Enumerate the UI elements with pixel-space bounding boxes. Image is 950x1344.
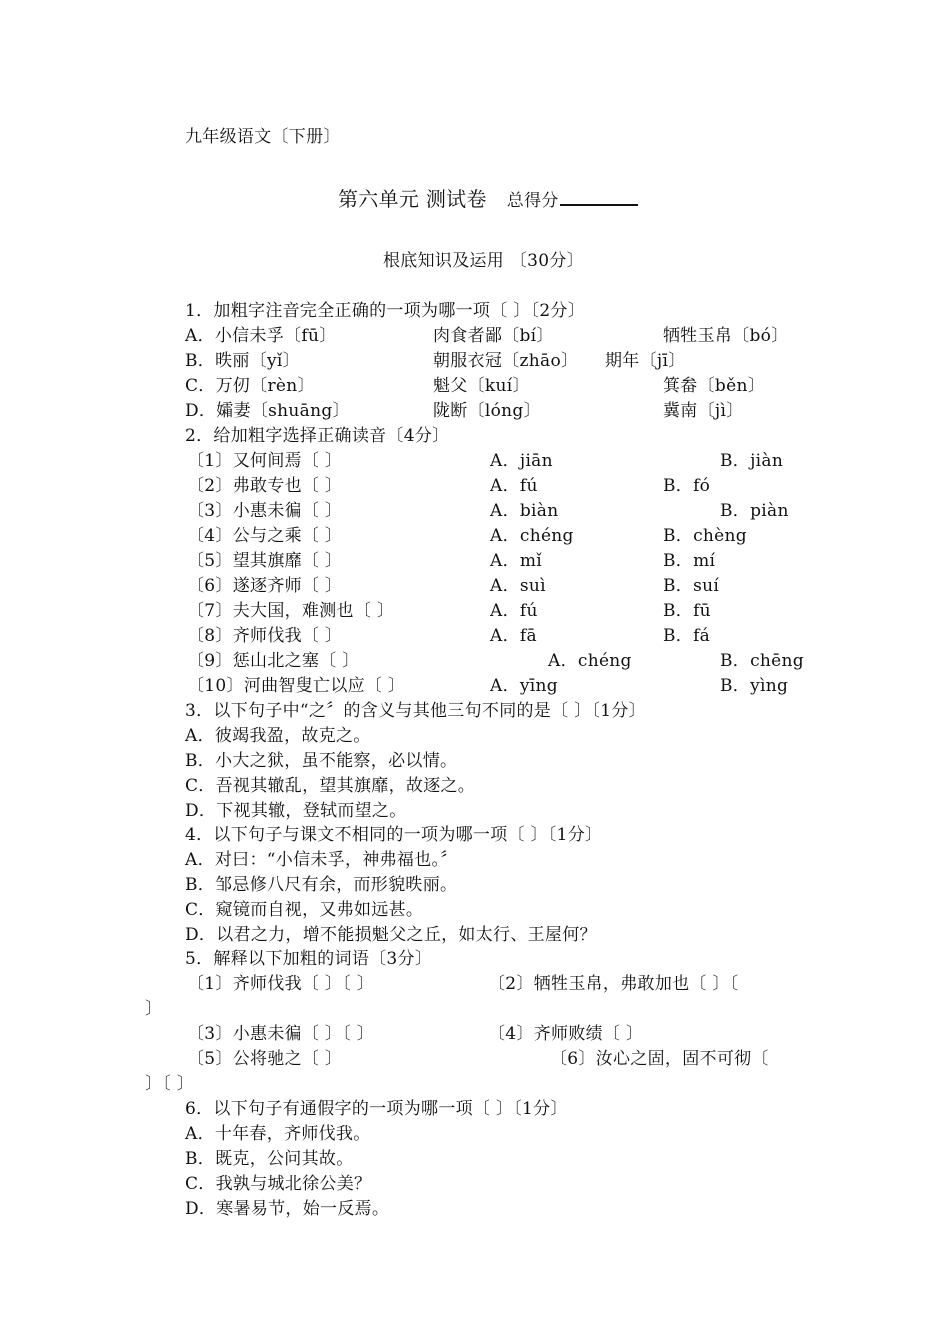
q2-item-5-a: A．mǐ — [490, 551, 543, 571]
q2-item-4-a: A．chéng — [490, 526, 574, 546]
page-title — [338, 186, 638, 214]
q2-item-10-b: B．yìng — [720, 676, 789, 696]
q2-item-10: 〔10〕河曲智叟亡以应〔 〕 — [187, 676, 406, 696]
q4-option-a: A．对曰：“小信未孚，神弗福也。〞 — [185, 850, 458, 870]
q2-item-4: 〔4〕公与之乘〔 〕 — [187, 526, 343, 546]
q2-stem: 2．给加粗字选择正确读音〔4分〕 — [185, 426, 450, 446]
q2-item-2-a: A．fú — [490, 476, 538, 496]
q2-item-8: 〔8〕齐师伐我〔 〕 — [187, 626, 343, 646]
q2-item-3-a: A．biàn — [490, 501, 559, 521]
q4-option-b: B．邹忌修八尺有余，而形貌昳丽。 — [185, 875, 458, 895]
q1-option-b2: 朝服衣冠〔zhāo〕 — [433, 351, 579, 371]
q3-option-a: A．彼竭我盈，故克之。 — [185, 726, 371, 746]
q2-item-8-a: A．fā — [490, 626, 537, 646]
q1-option-a2: 肉食者鄙〔bí〕 — [433, 326, 554, 346]
q1-option-c1: C．万仞〔rèn〕 — [185, 376, 315, 396]
q2-item-1-b: B．jiàn — [720, 451, 784, 471]
q2-item-1-a: A．jiān — [490, 451, 553, 471]
q2-item-2: 〔2〕弗敢专也〔 〕 — [187, 476, 343, 496]
score-label: 总得分 — [506, 191, 559, 211]
q2-item-5-b: B．mí — [663, 551, 716, 571]
q3-option-b: B．小大之狱，虽不能察，必以情。 — [185, 751, 458, 771]
q5-item-6-wrap: 〕〔 〕 — [145, 1074, 195, 1094]
q5-stem: 5．解释以下加粗的词语〔3分〕 — [185, 949, 433, 969]
q2-item-3-b: B．piàn — [720, 501, 789, 521]
q2-item-3: 〔3〕小惠未徧〔 〕 — [187, 501, 343, 521]
q1-option-c2: 魁父〔kuí〕 — [433, 376, 530, 396]
q5-item-6: 〔6〕汝心之固，固不可彻〔 — [550, 1049, 769, 1069]
q2-item-8-b: B．fá — [663, 626, 711, 646]
q1-option-d3: 冀南〔jì〕 — [663, 401, 744, 421]
q6-stem: 6．以下句子有通假字的一项为哪一项〔 〕〔1分〕 — [185, 1099, 568, 1119]
q5-item-4: 〔4〕齐师败绩〔 〕 — [488, 1024, 644, 1044]
q4-stem: 4．以下句子与课文不相同的一项为哪一项〔 〕〔1分〕 — [185, 825, 603, 845]
q1-option-a1: A．小信未孚〔fū〕 — [185, 326, 337, 346]
q2-item-9-a: A．chéng — [548, 651, 632, 671]
q4-option-d: D．以君之力，增不能损魁父之丘，如太行、王屋何？ — [185, 925, 597, 945]
q1-option-a3: 牺牲玉帛〔bó〕 — [663, 326, 789, 346]
q6-option-b: B．既克，公问其故。 — [185, 1149, 354, 1169]
q1-stem: 1．加粗字注音完全正确的一项为哪一项〔 〕〔2分〕 — [185, 301, 586, 321]
q2-item-7-a: A．fú — [490, 601, 538, 621]
q1-option-d2: 陇断〔lóng〕 — [433, 401, 541, 421]
q2-item-2-b: B．fó — [663, 476, 711, 496]
q2-item-7-b: B．fū — [663, 601, 711, 621]
q2-item-9-b: B．chēng — [720, 651, 804, 671]
q1-option-d1: D．孀妻〔shuāng〕 — [185, 401, 350, 421]
book-header: 九年级语文〔下册〕 — [185, 127, 341, 147]
q1-option-c3: 箕畚〔běn〕 — [663, 376, 765, 396]
q1-option-b1: B．昳丽〔yǐ〕 — [185, 351, 300, 371]
q5-item-5: 〔5〕公将驰之〔 〕 — [187, 1049, 343, 1069]
q2-item-4-b: B．chèng — [663, 526, 747, 546]
q2-item-6: 〔6〕遂逐齐师〔 〕 — [187, 576, 343, 596]
section-heading: 根底知识及运用 〔30分〕 — [383, 251, 584, 271]
q5-item-1: 〔1〕齐师伐我〔 〕〔 〕 — [187, 974, 375, 994]
q6-option-a: A．十年春，齐师伐我。 — [185, 1124, 371, 1144]
q2-item-5: 〔5〕望其旗靡〔 〕 — [187, 551, 343, 571]
title-text: 第六单元 测试卷 — [338, 187, 487, 211]
q5-item-2: 〔2〕牺牲玉帛，弗敢加也〔 〕〔 — [488, 974, 739, 994]
q6-option-c: C．我孰与城北徐公美？ — [185, 1174, 372, 1194]
q5-item-3: 〔3〕小惠未徧〔 〕〔 〕 — [187, 1024, 375, 1044]
score-blank-line[interactable] — [560, 186, 638, 206]
q4-option-c: C．窥镜而自视，又弗如远甚。 — [185, 900, 424, 920]
q2-item-6-a: A．suì — [490, 576, 546, 596]
q3-stem: 3．以下句子中“之〞的含义与其他三句不同的是〔 〕〔1分〕 — [185, 701, 646, 721]
q2-item-10-a: A．yīng — [490, 676, 558, 696]
q2-item-1: 〔1〕又何间焉〔 〕 — [187, 451, 343, 471]
q3-option-d: D．下视其辙，登轼而望之。 — [185, 801, 407, 821]
q2-item-9: 〔9〕惩山北之塞〔 〕 — [187, 651, 360, 671]
q5-item-2-wrap: 〕 — [145, 999, 163, 1019]
q6-option-d: D．寒暑易节，始一反焉。 — [185, 1199, 390, 1219]
q3-option-c: C．吾视其辙乱，望其旗靡，故逐之。 — [185, 776, 476, 796]
q2-item-7: 〔7〕夫大国，难测也〔 〕 — [187, 601, 395, 621]
q1-option-b3: 期年〔jī〕 — [605, 351, 686, 371]
q2-item-6-b: B．suí — [663, 576, 720, 596]
